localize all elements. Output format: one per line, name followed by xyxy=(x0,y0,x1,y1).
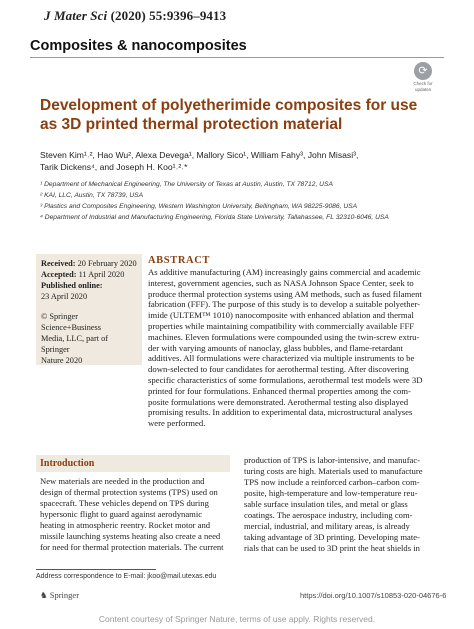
intro-line: coatings. The aerospace industry, including com- xyxy=(244,510,413,520)
affiliation-2: ² KAI, LLC, Austin, TX 78739, USA xyxy=(40,192,144,199)
article-history-box xyxy=(36,254,142,365)
doi-link[interactable]: https://doi.org/10.1007/s10853-020-04676-6 xyxy=(300,591,447,600)
authors-line2: Tarik Dickens⁴, and Joseph H. Koo¹˒²˒* xyxy=(40,161,188,172)
article-title xyxy=(40,96,440,134)
intro-line: New materials are needed in the production and xyxy=(40,476,205,486)
courtesy-notice: Content courtesy of Springer Nature, terms of use apply. Rights reserved. xyxy=(98,614,376,624)
abstract-heading: ABSTRACT xyxy=(148,255,210,266)
abstract-line: were performed. xyxy=(148,418,206,429)
abstract-line: printed for four formulations. Enhanced thermal properties among the com- xyxy=(148,385,411,396)
refresh-icon: ⟳ xyxy=(414,62,432,80)
introduction-heading: Introduction xyxy=(40,458,95,469)
intro-line: TPS now include a reinforced carbon–carbon com- xyxy=(244,477,420,487)
abstract-line: additives. All formulations were characterized via multiple instruments to be xyxy=(148,353,415,364)
intro-line: sable surface insulation tiles, and metal or glass xyxy=(244,499,408,509)
badge-line1: Check for xyxy=(413,81,433,86)
intro-line: for need for thermal protection materials. The current xyxy=(40,542,224,552)
intro-line: posite, high-temperature and low-temperature reu- xyxy=(244,488,418,498)
abstract-line: machines. Eleven formulations were compounded using the twin-screw extru- xyxy=(148,331,420,342)
springer-horse-icon: ♞ xyxy=(40,590,48,600)
intro-line: design of thermal protection systems (TPS) used on xyxy=(40,487,218,497)
intro-line: production of TPS is labor-intensive, and manufac- xyxy=(244,455,421,465)
intro-line: mercial, industrial, and military areas, is already xyxy=(244,521,410,531)
footnote-rule xyxy=(36,569,156,570)
copyright-line3: Nature 2020 xyxy=(41,356,83,365)
title-line1: Development of polyetherimide composites for use xyxy=(40,97,418,114)
intro-line: taking advantage of 3D printing. Developing mate- xyxy=(244,532,420,542)
abstract-line: posite formulations were demonstrated. Aerothermal testing also displayed xyxy=(148,396,409,407)
accepted-date: 11 April 2020 xyxy=(78,270,125,279)
received-label: Received: xyxy=(41,259,76,268)
affiliation-1: ¹ Department of Mechanical Engineering, The University of Texas at Austin, Austin, TX 78712, USA xyxy=(40,181,333,188)
abstract-line: down-selected to four candidates for aerothermal testing. After discovering xyxy=(148,364,409,375)
author-list xyxy=(40,150,440,173)
intro-left-column xyxy=(40,476,230,553)
accepted-row xyxy=(41,269,137,280)
journal-name: J Mater Sci xyxy=(44,8,108,23)
header-rule xyxy=(30,57,444,58)
publisher-logo xyxy=(40,590,79,601)
received-row xyxy=(41,258,137,269)
intro-line: rials that can be used to 3D print the heat shields in xyxy=(244,543,420,553)
intro-line: missile launching systems heating also create a need xyxy=(40,531,221,541)
abstract-line: der with varying amounts of nanoclay, glass bubbles, and flame-retardant xyxy=(148,342,403,353)
intro-line: turing costs are high. Materials used to manufacture xyxy=(244,466,423,476)
authors-line1: Steven Kim¹˒², Hao Wu², Alexa Devega¹, Mallory Sico¹, William Fahy³, John Misasi³, xyxy=(40,150,359,160)
journal-volume: (2020) 55:9396–9413 xyxy=(110,8,227,23)
accepted-label: Accepted: xyxy=(41,270,77,279)
abstract-line: interest, government agencies, such as NASA Johnson Space Center, seek to xyxy=(148,277,414,288)
section-title: Composites & nanocomposites xyxy=(30,38,247,54)
copyright-line2: Media, LLC, part of Springer xyxy=(41,334,109,354)
journal-header xyxy=(44,8,226,24)
abstract-line: promising results. In addition to experimental data, microstructural analyses xyxy=(148,407,413,418)
abstract-line: produce thermal protection systems using AM methods, such as fused filament xyxy=(148,288,422,299)
abstract-line: imide (ULTEM™ 1010) nanocomposite with enhanced ablation and thermal xyxy=(148,310,414,321)
intro-right-column xyxy=(244,455,442,554)
received-date: 20 February 2020 xyxy=(77,259,137,268)
affiliation-3: ³ Plastics and Composites Engineering, Western Washington University, Bellingham, WA 98225-9086, USA xyxy=(40,203,358,210)
copyright-line1: © Springer Science+Business xyxy=(41,312,101,332)
published-label: Published online: xyxy=(41,281,103,290)
abstract-line: As additive manufacturing (AM) increasingly gains commercial and academic xyxy=(148,267,421,277)
publisher-name: Springer xyxy=(49,590,80,600)
abstract-line: fabrication (FFF). The purpose of this study is to develop a suitable polyether- xyxy=(148,299,421,310)
affiliation-4: ⁴ Department of Industrial and Manufacturing Engineering, Florida State University, Tallahassee, FL 32310-6046, USA xyxy=(40,214,389,221)
title-line2: as 3D printed thermal protection material xyxy=(40,116,343,133)
badge-line2: updates xyxy=(414,87,431,92)
abstract-body xyxy=(148,267,442,429)
intro-line: heating in atmospheric reentry. Rocket motor and xyxy=(40,520,211,530)
published-date: 23 April 2020 xyxy=(41,292,88,301)
abstract-line: specific characteristics of some formulations, aerothermal test models were 3D xyxy=(148,374,423,385)
intro-line: hypersonic flight to guard against aerodynamic xyxy=(40,509,203,519)
check-for-updates-badge[interactable] xyxy=(405,62,441,94)
abstract-line: properties while maintaining compatibility with commercially available FFF xyxy=(148,320,415,331)
intro-line: spacecraft. These vehicles depend on TPS during xyxy=(40,498,209,508)
correspondence-footnote: Address correspondence to E-mail: jkoo@mail.utexas.edu xyxy=(36,573,217,580)
